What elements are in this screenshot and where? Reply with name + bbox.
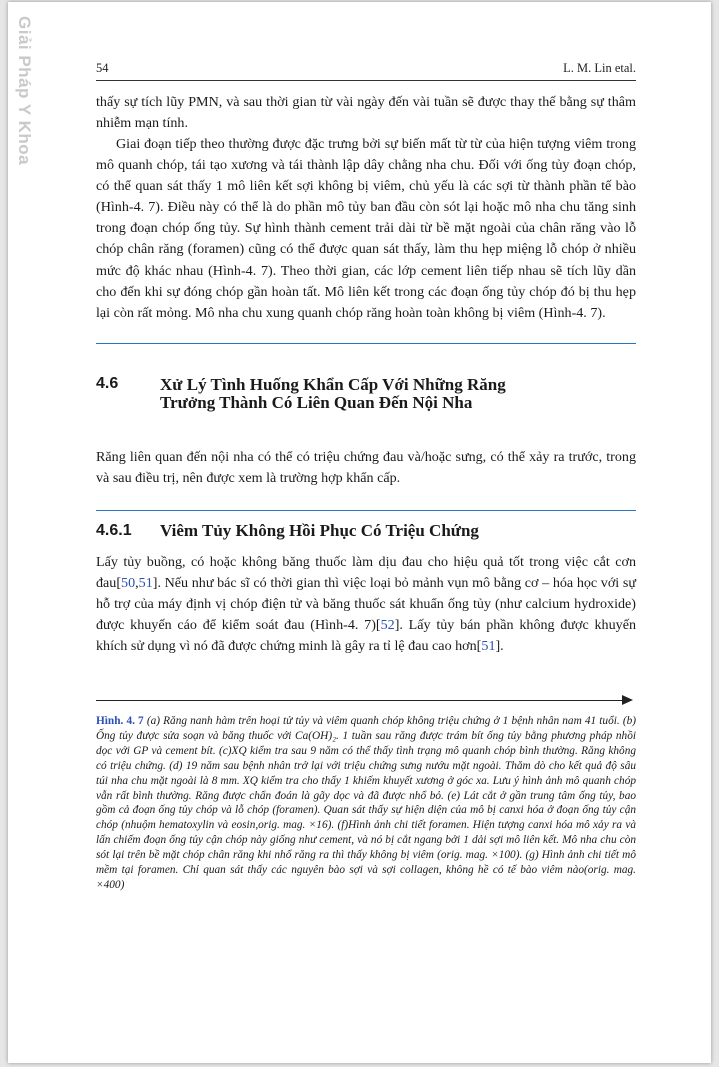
figure-label: Hình. 4. 7 [96, 715, 144, 727]
citation-link[interactable]: 52 [380, 617, 395, 634]
text-run: ]. [495, 638, 504, 655]
figure-caption [96, 714, 636, 893]
paragraph-4 [96, 552, 636, 657]
figure-arrow-line [96, 700, 626, 701]
subsection-number: 4.6.1 [96, 522, 132, 539]
paragraph-4-text [96, 552, 636, 657]
text-run: Lấy tủy buồng, có hoặc không băng thuốc làm dịu đau cho hiệu quả tốt trong việc cắt cơn đau[ [96, 554, 636, 592]
paragraph-1-text: thấy sự tích lũy PMN, và sau thời gian từ vài ngày đến vài tuần sẽ được thay thế bằng sự thâm nhiễm mạn tính. [96, 94, 636, 132]
section-title: Xử Lý Tình Huống Khẩn Cấp Với Những Răng Trưởng Thành Có Liên Quan Đến Nội Nha [160, 375, 506, 412]
paragraph-3 [96, 447, 636, 489]
paragraph-2-text: Giai đoạn tiếp theo thường được đặc trưng bởi sự biến mất từ từ của hiện tượng viêm trong mô quanh chóp, tái tạo xương và tái thành lập dây chằng nha chu. Đối với ống tủy đoạn chóp, có thể quan sát thấy 1 mô liên kết sợi không bị viêm, chủ yếu là các sợi từ thành phần tế bào (Hình-4. 7). Điều này có thể là do phần mô tủy ban đầu còn sót lại hoặc mô nha chu tăng sinh trong đoạn chóp ống tủy. Sự hình thành cement trải dài từ bề mặt ngoài của chân răng vào lỗ chóp chân răng (foramen) cũng có thể được quan sát thấy, làm thu hẹp miệng lỗ chóp ở nhiều mức độ khác nhau (Hình-4. 7). Theo thời gian, các lớp cement liên tiếp nhau sẽ tích lũy dần cho đến khi sự đóng chóp gần hoàn tất. Mô liên kết trong các đoạn ống tủy chóp đó bị thu hẹp lại còn rất mỏng. Mô nha chu xung quanh chóp răng hoàn toàn không bị viêm (Hình-4. 7). [96, 136, 636, 321]
document-page [8, 2, 711, 1063]
paragraph-3-text: Răng liên quan đến nội nha có thể có triệu chứng đau và/hoặc sưng, có thể xảy ra trước, trong và sau điều trị, nên được xem là trường hợp khẩn cấp. [96, 449, 636, 487]
subsection-rule [96, 510, 636, 511]
citation-link[interactable]: 50 [121, 575, 136, 592]
page-number: 54 [96, 61, 109, 75]
paragraph-1 [96, 92, 636, 134]
section-rule [96, 343, 636, 344]
text-run: , [135, 575, 139, 592]
paragraph-2 [96, 134, 636, 324]
watermark [15, 16, 46, 196]
citation-link[interactable]: 51 [138, 575, 153, 592]
watermark-text: Giải Pháp Y Khoa [15, 16, 34, 166]
citation-link[interactable]: 51 [481, 638, 496, 655]
text-run: ]. Lấy tủy bán phần không được khuyến khích sử dụng vì nó đã được chứng minh là gây ra tỉ lệ đau cao hơn[ [96, 617, 636, 655]
running-author: L. M. Lin etal. [563, 61, 636, 75]
subsection-title: Viêm Tủy Không Hồi Phục Có Triệu Chứng [160, 521, 479, 540]
arrow-right-icon [622, 695, 633, 705]
text-run: ]. Nếu như bác sĩ có thời gian thì việc loại bỏ mảnh vụn mô bằng cơ – hóa học với sự hỗ trợ của máy định vị chóp điện tử và băng thuốc sát khuẩn ống tủy (như calcium hydroxide) được khuyến cáo để kiểm soát đau (Hình-4. 7)[ [96, 575, 636, 634]
section-number: 4.6 [96, 375, 119, 392]
header-rule [96, 80, 636, 81]
caption-text: (a) Răng nanh hàm trên hoại tử tủy và viêm quanh chóp không triệu chứng ở 1 bệnh nhân nam 41 tuổi. (b) Ống tủy được sửa soạn và băng thuốc với Ca(OH)₂. 1 tuần sau răng được trám bít ống tủy bằng phương pháp nhồi dọc với GP và cement bít. (c)XQ kiểm tra sau 9 năm có thể thấy tình trạng mô quanh chóp bình thường. Răng không có triệu chứng. (d) 19 năm sau bệnh nhân trở lại với triệu chứng sưng nướu mặt ngoài. Thăm dò cho kết quả độ sâu túi nha chu mặt ngoài là 8 mm. XQ kiểm tra cho thấy 1 khiếm khuyết xương ở góc xa. Lưu ý hình ảnh mô quanh chóp vẫn rất bình thường. Răng được chẩn đoán là gãy dọc và đã được nhổ bỏ. (e) Lát cắt ở gần trung tâm ống tủy, bao gồm cả đoạn ống tủy chóp và lỗ chóp (foramen). Quan sát thấy sự hiện diện của mô bị canxi hóa ở đoạn ống tủy cận chóp (nhuộm hematoxylin và eosin,orig. mag. ×16). (f)Hình ảnh chi tiết foramen. Hiện tượng canxi hóa mô xảy ra và lấn chiếm đoạn ống tủy cận chóp này giống như cement, và nó bị cắt ngang bởi 1 dải sợi mô liên kết. Mô nha chu còn sót lại trên bề mặt chóp chân răng khi nhổ răng ra thì thấy không bị viêm (orig. mag. ×100). (g) Hình ảnh chi tiết mô mềm tại foramen. Chỉ quan sát thấy các nguyên bào sợi và sợi collagen, không hề có tế bào viêm nào(orig. mag. ×400) [96, 715, 636, 891]
